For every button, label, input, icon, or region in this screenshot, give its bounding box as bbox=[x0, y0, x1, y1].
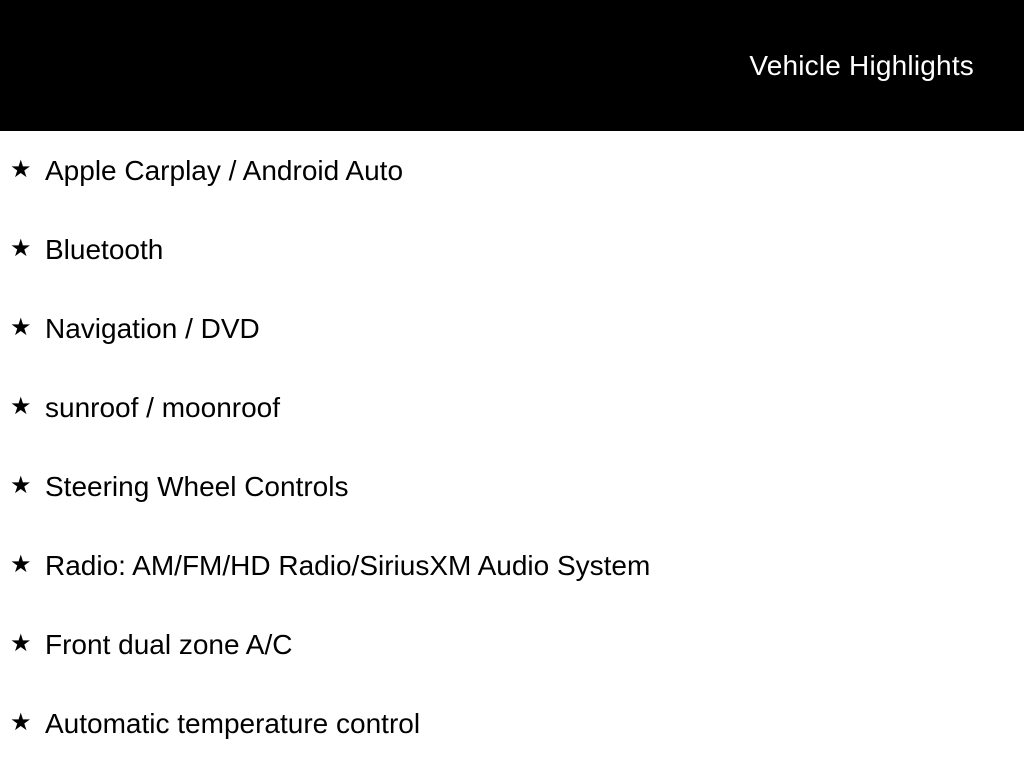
list-item-label: Bluetooth bbox=[45, 233, 164, 265]
page-title: Vehicle Highlights bbox=[749, 49, 974, 81]
star-icon: ★ bbox=[10, 629, 32, 657]
star-icon: ★ bbox=[10, 155, 32, 183]
header-bar bbox=[0, 0, 1024, 131]
list-item-label: Navigation / DVD bbox=[45, 312, 260, 344]
list-item bbox=[0, 684, 1024, 763]
star-icon: ★ bbox=[10, 708, 32, 736]
list-item bbox=[0, 289, 1024, 368]
star-icon: ★ bbox=[10, 313, 32, 341]
list-item-label: Steering Wheel Controls bbox=[45, 470, 349, 502]
star-icon: ★ bbox=[10, 471, 32, 499]
list-item bbox=[0, 368, 1024, 447]
list-item-label: Front dual zone A/C bbox=[45, 628, 293, 660]
list-item-label: sunroof / moonroof bbox=[45, 391, 281, 423]
list-item bbox=[0, 605, 1024, 684]
star-icon: ★ bbox=[10, 392, 32, 420]
list-item bbox=[0, 526, 1024, 605]
list-item-label: Apple Carplay / Android Auto bbox=[45, 154, 404, 186]
list-item bbox=[0, 210, 1024, 289]
star-icon: ★ bbox=[10, 234, 32, 262]
list-item bbox=[0, 131, 1024, 210]
list-item-label: Radio: AM/FM/HD Radio/SiriusXM Audio System bbox=[45, 549, 651, 581]
list-item-label: Automatic temperature control bbox=[45, 707, 421, 739]
highlights-list bbox=[0, 131, 1024, 768]
list-item bbox=[0, 447, 1024, 526]
star-icon: ★ bbox=[10, 550, 32, 578]
